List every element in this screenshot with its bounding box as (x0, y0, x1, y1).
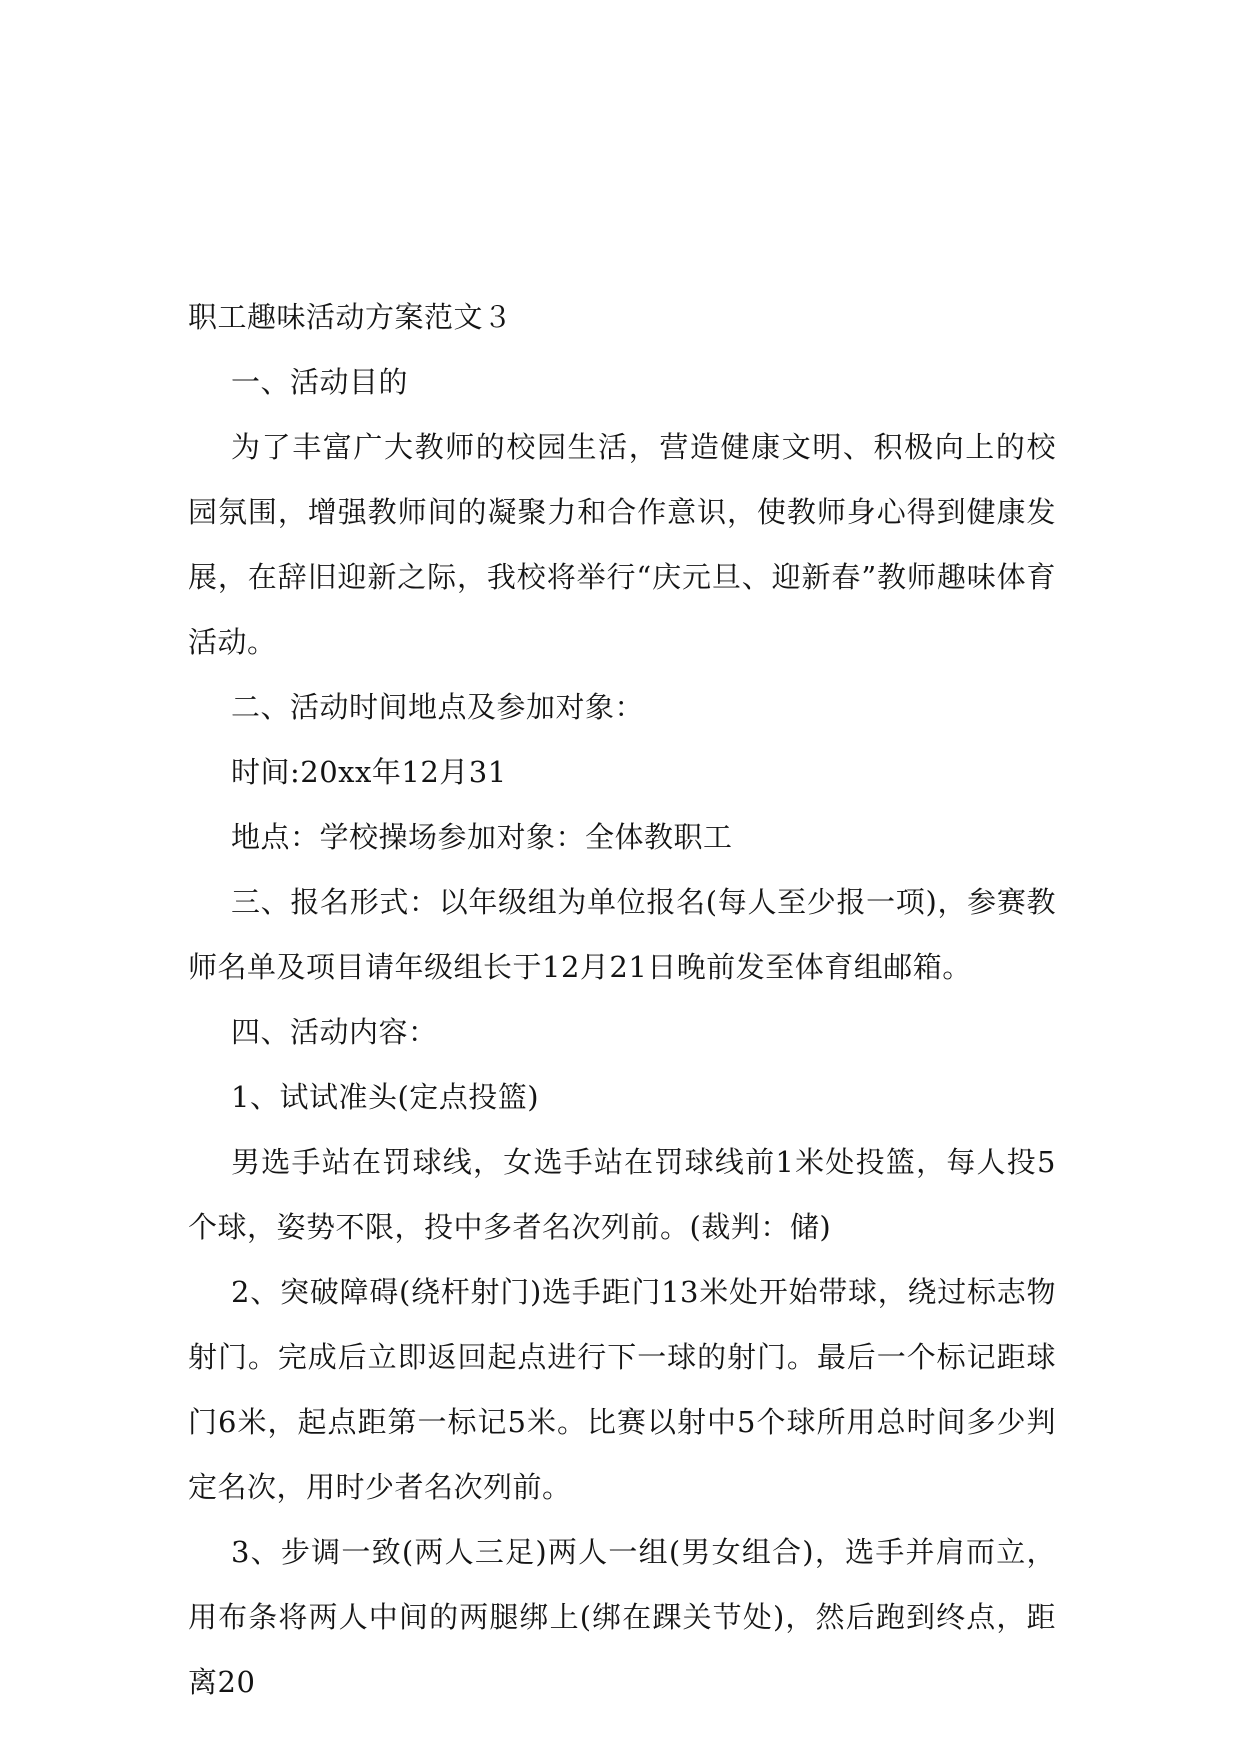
paragraph-shooting-rules: 男选手站在罚球线，女选手站在罚球线前1米处投篮，每人投5个球，姿势不限，投中多者名次列前。(裁判：储) (188, 1145, 1056, 1244)
section-heading-purpose: 一、活动目的 (231, 365, 409, 399)
document-body (188, 285, 1056, 1715)
section-heading-content: 四、活动内容： (231, 1015, 438, 1049)
paragraph-registration: 三、报名形式：以年级组为单位报名(每人至少报一项)，参赛教师名单及项目请年级组长于12月21日晚前发至体育组邮箱。 (188, 885, 1056, 984)
section-heading-time-place: 二、活动时间地点及参加对象： (231, 690, 645, 724)
paragraph-purpose: 为了丰富广大教师的校园生活，营造健康文明、积极向上的校园氛围，增强教师间的凝聚力和合作意识，使教师身心得到健康发展，在辞旧迎新之际，我校将举行“庆元旦、迎新春”教师趣味体育活动。 (188, 430, 1056, 659)
paragraph-time: 时间:20xx年12月31 (231, 755, 507, 789)
item-heading-shooting: 1、试试准头(定点投篮) (231, 1080, 540, 1114)
paragraph-place: 地点：学校操场参加对象：全体教职工 (231, 820, 733, 854)
paragraph-three-legged-rules: 3、步调一致(两人三足)两人一组(男女组合)，选手并肩而立，用布条将两人中间的两腿绑上(绑在踝关节处)，然后跑到终点，距离20 (188, 1535, 1056, 1699)
document-title: 职工趣味活动方案范文３ (188, 300, 513, 334)
paragraph-obstacle-rules: 2、突破障碍(绕杆射门)选手距门13米处开始带球，绕过标志物射门。完成后立即返回起点进行下一球的射门。最后一个标记距球门6米，起点距第一标记5米。比赛以射中5个球所用总时间多少判定名次，用时少者名次列前。 (188, 1275, 1056, 1504)
